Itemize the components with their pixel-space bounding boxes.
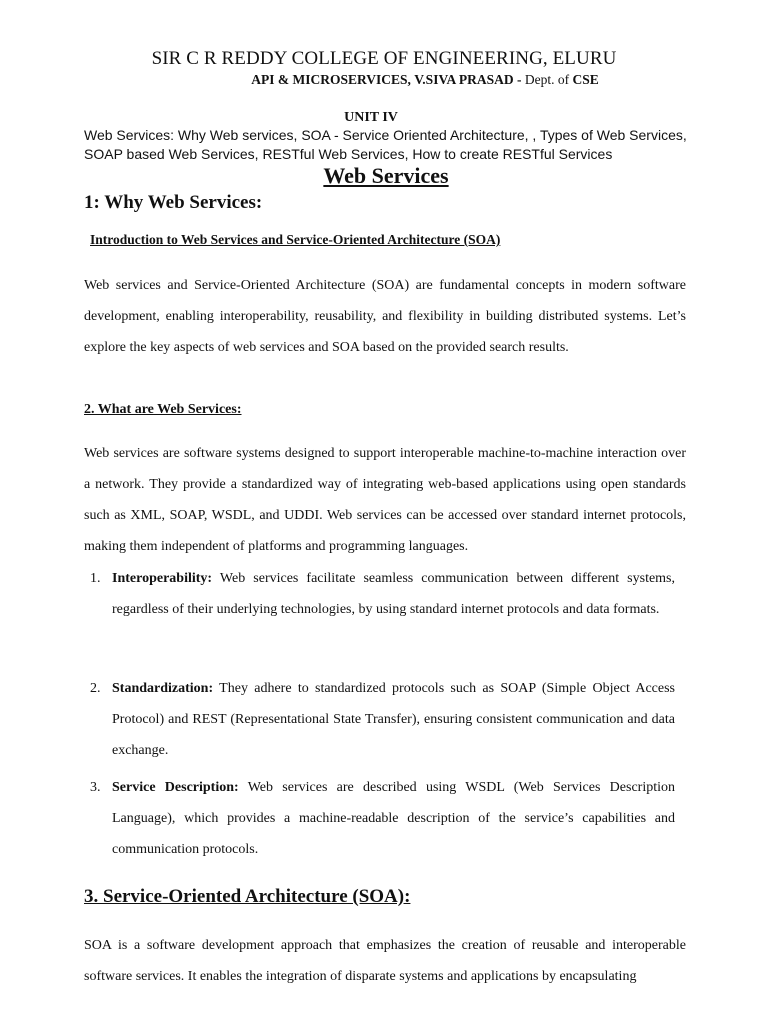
list-item-term: Interoperability: <box>112 571 213 586</box>
list-item-text: Web services are described using WSDL (Web Services Description Language), which provides a machine-readable description of the service’s capabilities and communication protocols. <box>112 780 675 857</box>
section-3-heading: 3. Service-Oriented Architecture (SOA): <box>84 886 411 907</box>
section-3-paragraph: SOA is a software development approach that emphasizes the creation of reusable and interoperable software services. It enables the integration of disparate systems and applications by encapsulating <box>84 938 686 984</box>
list-item-number: 2. <box>90 681 101 696</box>
list-item-number: 1. <box>90 571 101 586</box>
list-item-number: 3. <box>90 780 101 795</box>
course-line <box>0 72 768 88</box>
dept-prefix: Dept. of <box>524 72 570 87</box>
list-item-text: Web services facilitate seamless communication between different systems, regardless of their underlying technologies, by using standard internet protocols and data formats. <box>112 571 676 617</box>
section-2-heading: 2. What are Web Services: <box>84 402 242 417</box>
college-name: SIR C R REDDY COLLEGE OF ENGINEERING, ELURU <box>151 48 617 69</box>
list-item-body <box>112 673 675 766</box>
section-2-paragraph: Web services are software systems designed to support interoperable machine-to-machine interaction over a network. They provide a standardized way of integrating web-based applications using open standards such as XML, SOAP, WSDL, and UDDI. Web services can be accessed over standard internet protocols, making them independent of platforms and programming languages. <box>84 446 686 554</box>
unit-title: UNIT IV <box>344 110 398 125</box>
section-1-heading: 1: Why Web Services: <box>84 192 263 213</box>
course-name: API & MICROSERVICES, <box>251 72 411 87</box>
intro-heading: Introduction to Web Services and Service-Oriented Architecture (SOA) <box>90 232 501 247</box>
dash-separator: - <box>516 72 522 87</box>
document-title: Web Services <box>323 163 449 188</box>
dept-name: CSE <box>572 72 599 87</box>
list-item-term: Service Description: <box>112 780 239 795</box>
list-item-term: Standardization: <box>112 681 214 696</box>
intro-paragraph: Web services and Service-Oriented Architecture (SOA) are fundamental concepts in modern software development, enabling interoperability, reusability, and flexibility in building distributed systems. Let’s explore the key aspects of web services and SOA based on the provided search results. <box>84 278 686 355</box>
list-item-body <box>112 772 675 865</box>
author-name: V.SIVA PRASAD <box>414 72 514 87</box>
list-item-body <box>112 563 675 625</box>
unit-topics: Web Services: Why Web services, SOA - Service Oriented Architecture, , Types of Web Services, SOAP based Web Services, RESTful Web Services, How to create RESTful Services <box>84 127 687 162</box>
list-item-text: They adhere to standardized protocols such as SOAP (Simple Object Access Protocol) and REST (Representational State Transfer), ensuring consistent communication and data exchange. <box>112 681 675 758</box>
